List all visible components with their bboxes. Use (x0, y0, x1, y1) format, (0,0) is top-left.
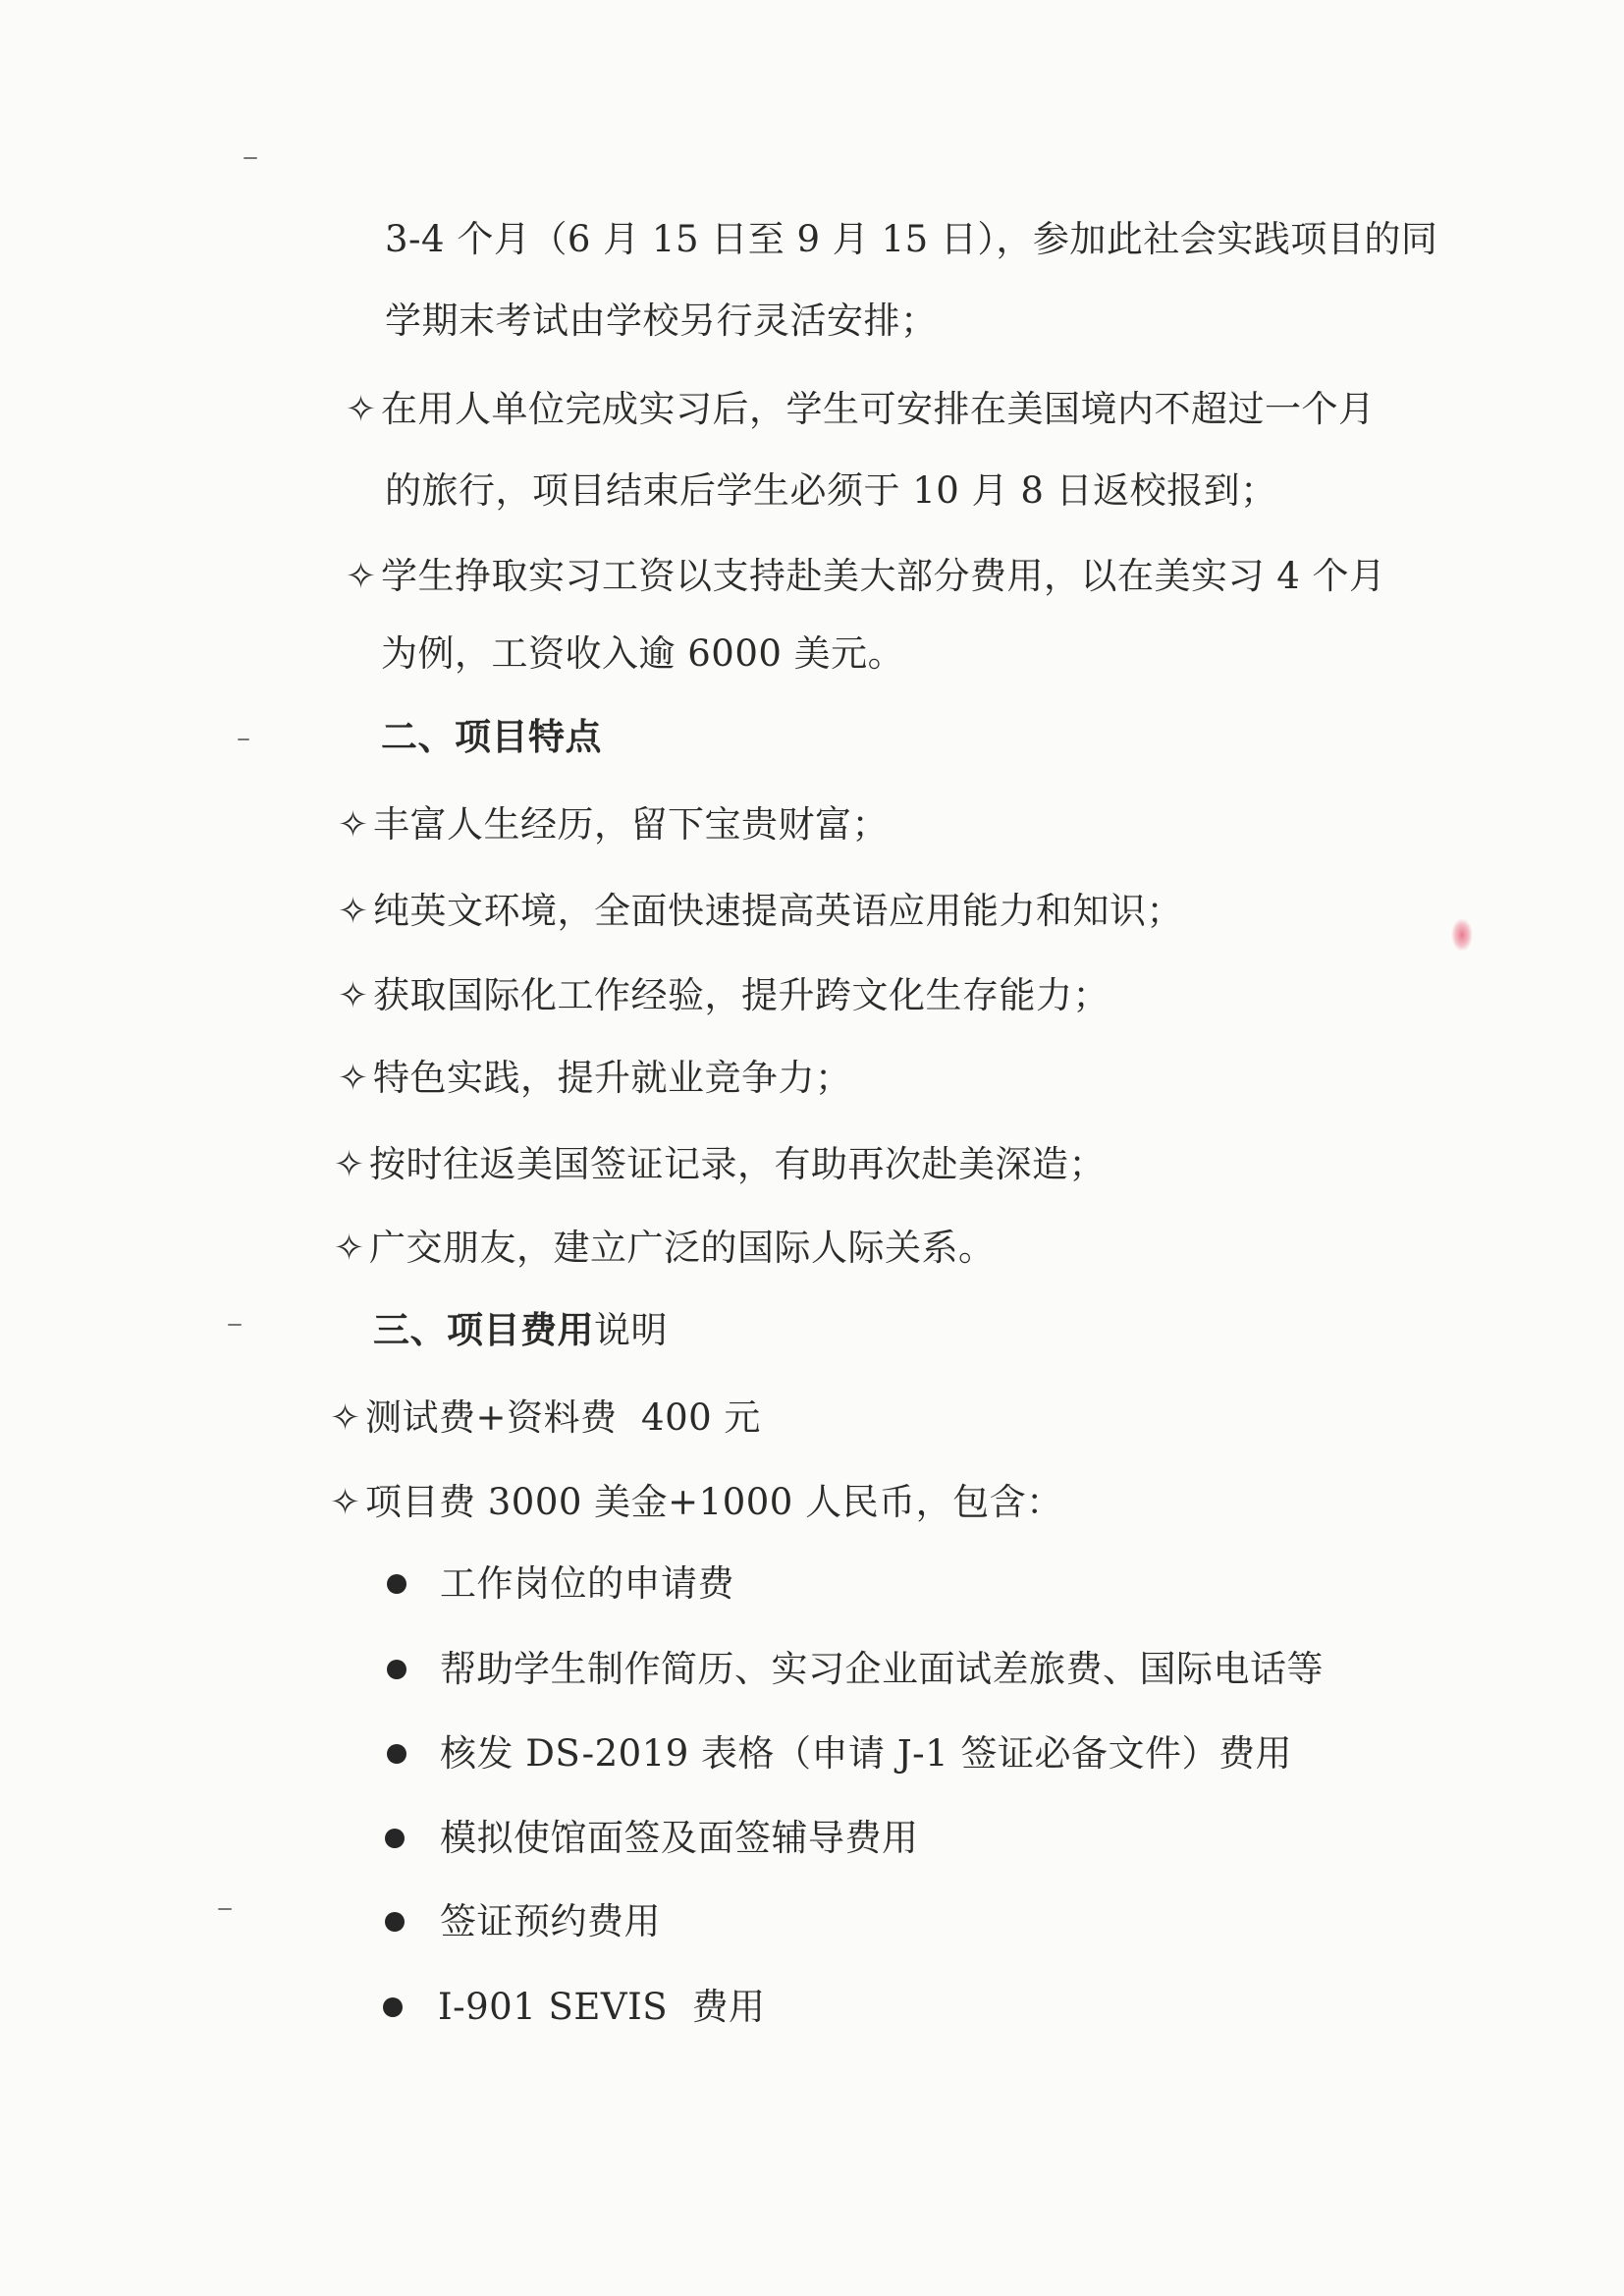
feature-item: ✧ 按时往返美国签证记录，有助再次赴美深造； (334, 1141, 1106, 1188)
diamond-bullet-icon: ✧ (338, 803, 369, 846)
section-heading-features: 二、项目特点 (381, 715, 602, 758)
bullet-dot-icon (387, 1660, 406, 1679)
feature-item: ✧ 特色实践，提升就业竞争力； (338, 1055, 852, 1102)
bullet-dot-icon (385, 1829, 405, 1848)
diamond-bullet-icon: ✧ (330, 1396, 361, 1439)
included-item: 签证预约费用 (440, 1900, 661, 1942)
intro-point: ✧ 学生挣取实习工资以支持赴美大部分费用，以在美实习 4 个月 (346, 553, 1386, 600)
scan-speck (228, 1324, 242, 1326)
included-item: 模拟使馆面签及面签辅导费用 (440, 1817, 919, 1859)
diamond-bullet-icon: ✧ (334, 1227, 365, 1269)
scan-speck (238, 738, 249, 740)
scan-speck (244, 157, 257, 159)
intro-point-continuation: 的旅行，项目结束后学生必须于 10 月 8 日返校报到； (385, 469, 1277, 512)
intro-line: 3-4 个月（6 月 15 日至 9 月 15 日），参加此社会实践项目的同 (385, 218, 1438, 260)
fee-item: ✧ 测试费+资料费 400 元 (330, 1394, 761, 1442)
intro-point-continuation: 为例，工资收入逾 6000 美元。 (381, 632, 905, 675)
fee-item: ✧ 项目费 3000 美金+1000 人民币，包含： (330, 1479, 1063, 1526)
bullet-dot-icon (387, 1574, 406, 1594)
bullet-dot-icon (387, 1744, 406, 1764)
intro-line: 学期末考试由学校另行灵活安排； (385, 300, 938, 342)
feature-item: ✧ 获取国际化工作经验，提升跨文化生存能力； (338, 972, 1110, 1019)
red-ink-mark (1451, 918, 1473, 952)
diamond-bullet-icon: ✧ (334, 1143, 365, 1185)
diamond-bullet-icon: ✧ (330, 1481, 361, 1523)
bullet-dot-icon (383, 1997, 403, 2017)
bullet-dot-icon (385, 1912, 405, 1932)
diamond-bullet-icon: ✧ (346, 388, 377, 430)
feature-item: ✧ 纯英文环境，全面快速提高英语应用能力和知识； (338, 888, 1183, 935)
scan-speck (218, 1908, 232, 1910)
included-item: I-901 SEVIS 费用 (438, 1986, 766, 2028)
included-item: 工作岗位的申请费 (440, 1562, 734, 1605)
feature-item: ✧ 丰富人生经历，留下宝贵财富； (338, 801, 889, 848)
diamond-bullet-icon: ✧ (338, 890, 369, 932)
feature-item: ✧ 广交朋友，建立广泛的国际人际关系。 (334, 1225, 996, 1272)
diamond-bullet-icon: ✧ (338, 1057, 369, 1099)
intro-point: ✧ 在用人单位完成实习后，学生可安排在美国境内不超过一个月 (346, 386, 1376, 433)
section-heading-fees: 三、项目费用说明 (373, 1308, 668, 1351)
included-item: 帮助学生制作简历、实习企业面试差旅费、国际电话等 (440, 1648, 1324, 1690)
included-item: 核发 DS-2019 表格（申请 J-1 签证必备文件）费用 (440, 1732, 1292, 1775)
diamond-bullet-icon: ✧ (338, 974, 369, 1016)
diamond-bullet-icon: ✧ (346, 555, 377, 597)
